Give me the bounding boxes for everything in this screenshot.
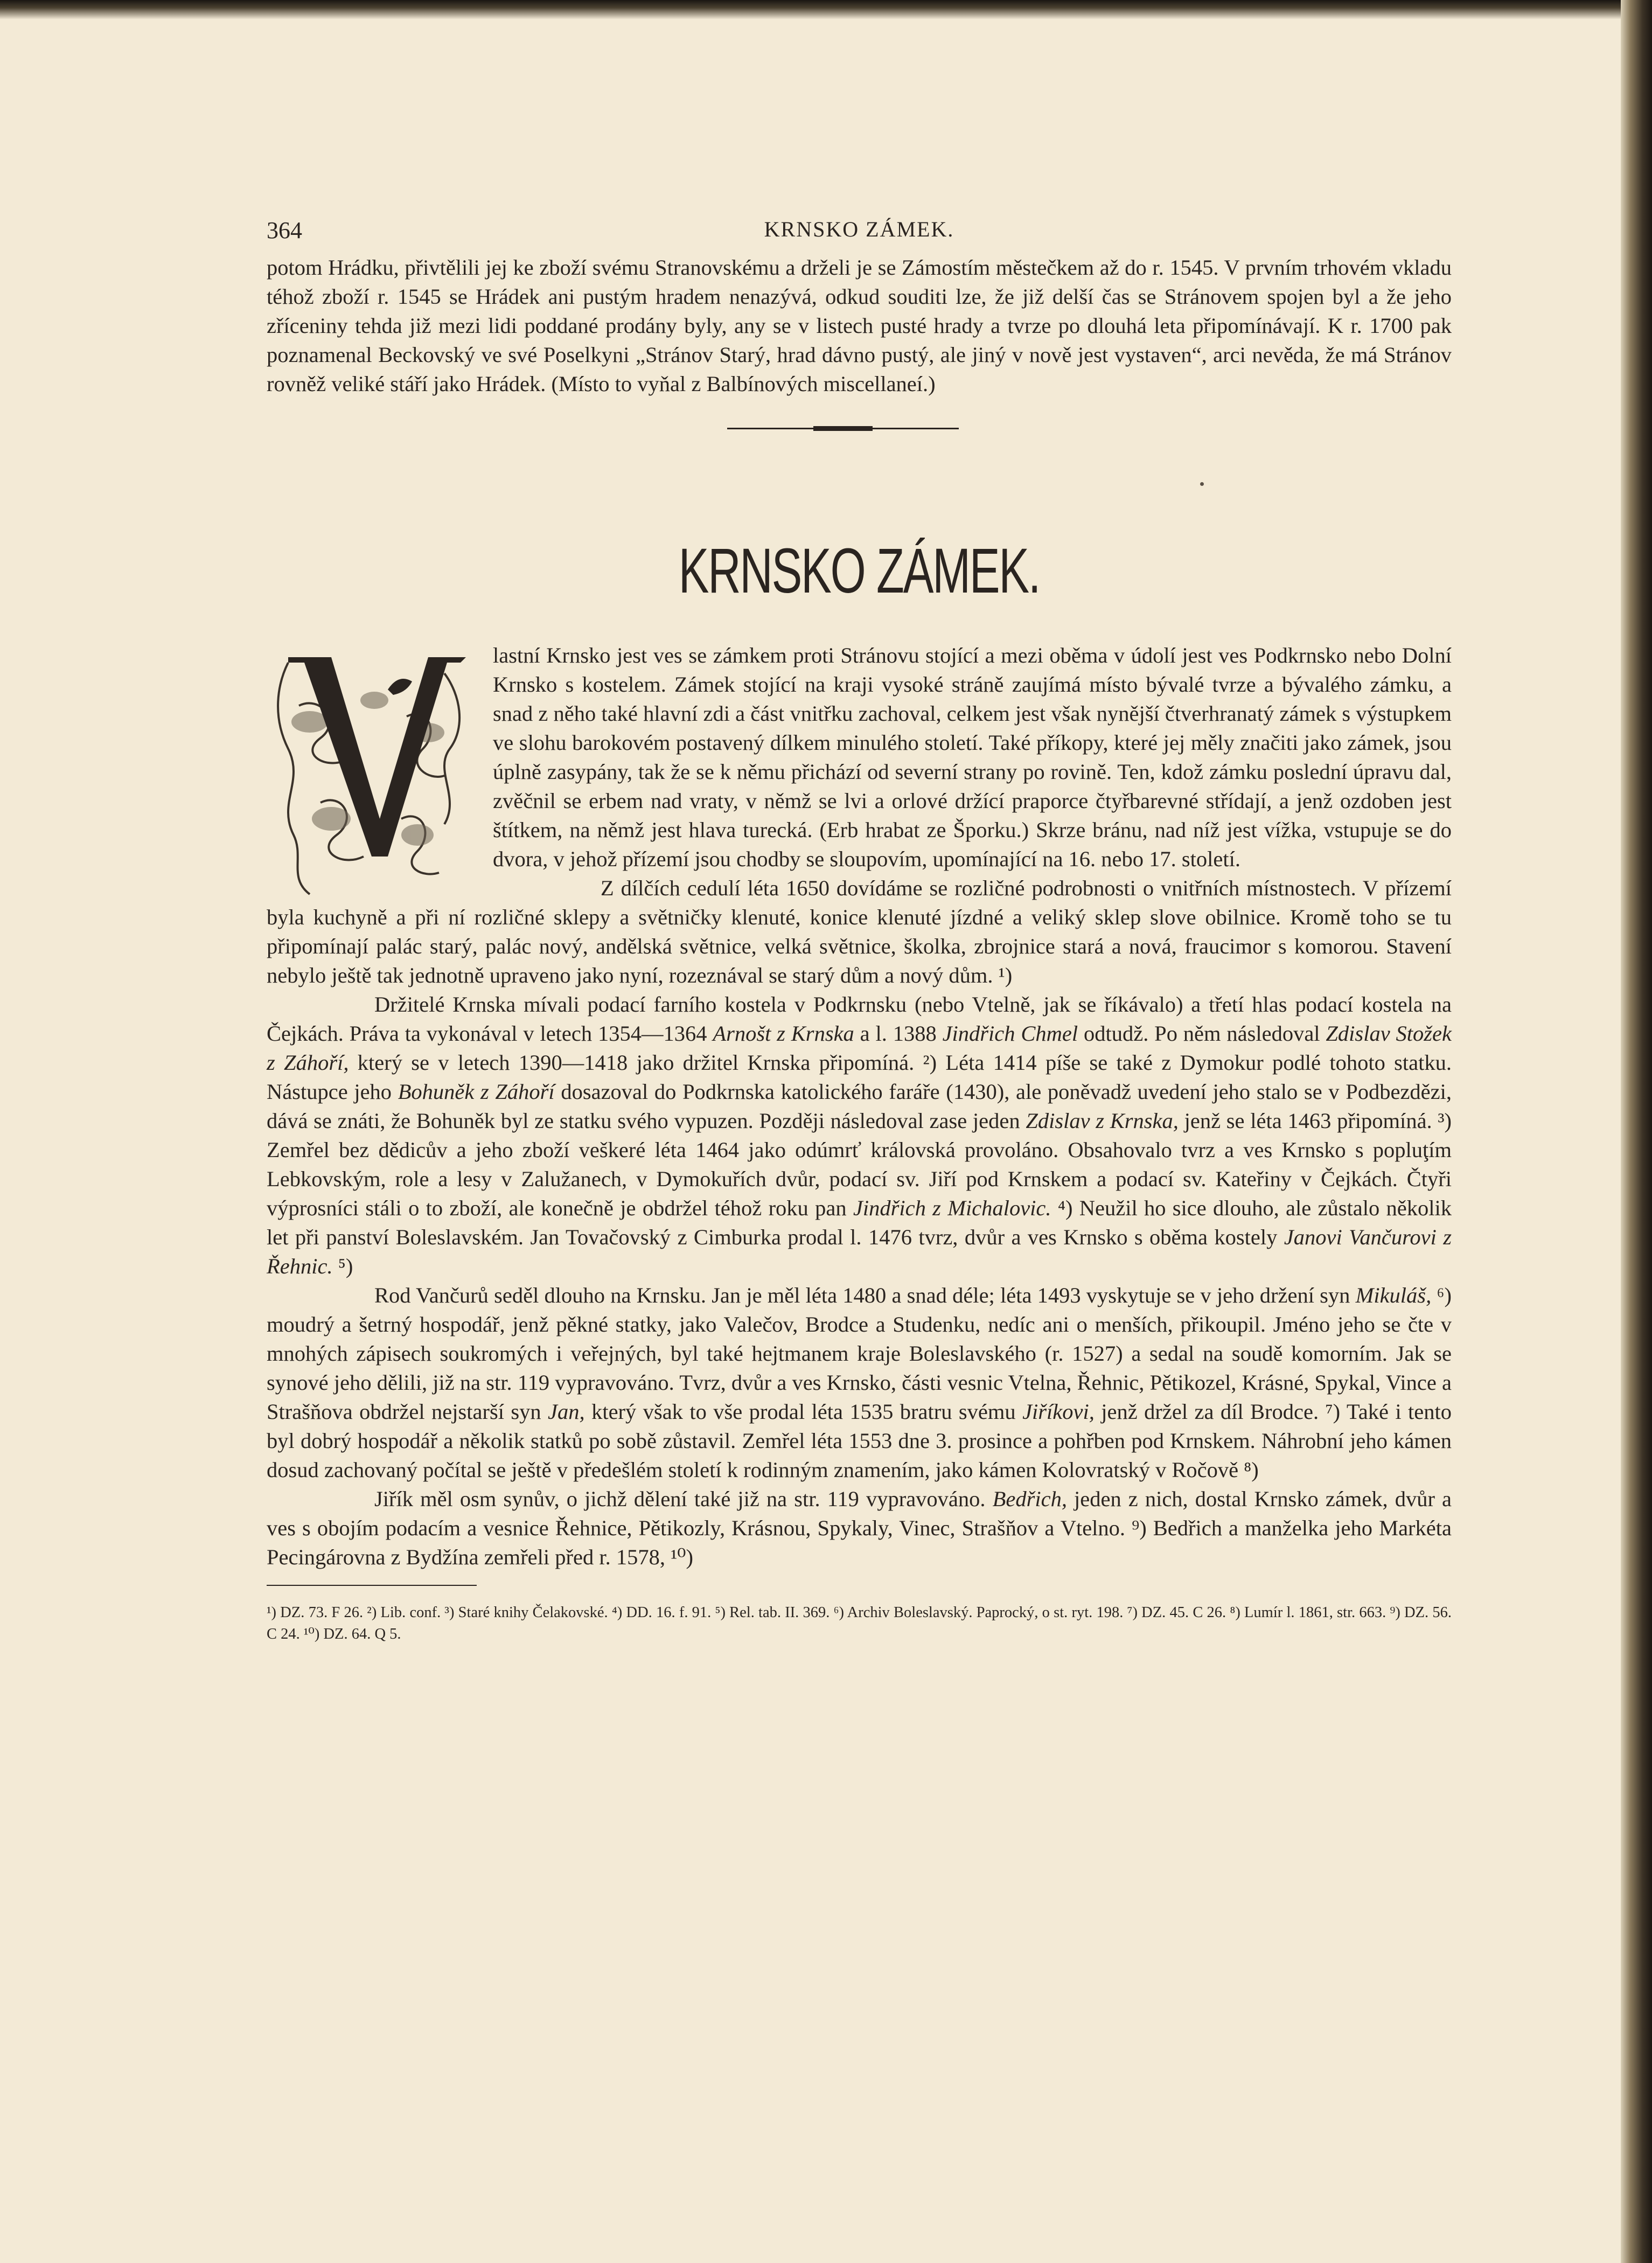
drop-cap-v-icon bbox=[267, 641, 482, 900]
chapter-body bbox=[267, 641, 1452, 1572]
ornamental-drop-cap bbox=[267, 641, 482, 900]
paragraph-2: Z dílčích cedulí léta 1650 dovídáme se rozličné podrobnosti o vnitřních místnostech. V přízemí byla kuchyně a při ní rozličné sklepy a světničky klenuté, konice klenuté jízdné a veliký sklep slove obilnice. Kromě toho se tu připomínají palác starý, palác nový, andělská světnice, velká světnice, školka, zbrojnice stará a nová, fraucimor s komorou. Stavení nebylo ještě tak jednotně upraveno jako nyní, rozeznával se starý dům a nový dům. ¹) bbox=[267, 876, 1452, 987]
running-head bbox=[267, 205, 1452, 253]
running-title: KRNSKO ZÁMEK. bbox=[764, 217, 954, 241]
footnote-rule bbox=[267, 1585, 477, 1586]
footnotes: ¹) DZ. 73. F 26. ²) Lib. conf. ³) Staré knihy Čelakovské. ⁴) DD. 16. f. 91. ⁵) Rel. tab. II. 369. ⁶) Archiv Boleslavský. Paprocký, o st. ryt. 198. ⁷) DZ. 45. C 26. ⁸) Lumír l. 1861, str. 663. ⁹) DZ. 56. C 24. ¹⁰) DZ. 64. Q 5. bbox=[267, 1604, 1452, 1642]
top-edge-shadow bbox=[0, 0, 1652, 19]
paragraph-1: lastní Krnsko jest ves se zámkem proti Stránovu stojící a mezi oběma v údolí jest ves Podkrnsko nebo Dolní Krnsko s kostelem. Zámek stojící na kraji vysoké stráně zaujímá místo bývalé tvrze a bývalého zámku, a snad z něho také hlavní zdi a část vnitřku zachoval, celkem jest však nynější čtverhranatý zámek s výstupkem ve slohu barokovém postavený dílkem minulého století. Také příkopy, které jej měly značiti jako zámek, jsou úplně zasypány, tak že se k němu přichází od severní strany po rovině. Ten, kdož zámku poslední úpravu dal, zvěčnil se erbem nad vraty, v němž se lvi a orlové držící praporce čtyřbarevné střídají, a jenž ozdoben jest štítkem, na němž jest hlava turecká. (Erb hrabat ze Šporku.) Skrze bránu, nad níž jest vížka, vstupuje se do dvora, v jehož přízemí jsou chodby se sloupovím, upomínající na 16. nebo 17. století. bbox=[493, 643, 1452, 871]
intro-section bbox=[267, 253, 1452, 399]
paragraph-5: Jiřík měl osm synův, o jichž dělení také již na str. 119 vypravováno. Bedřich, jeden z nich, dostal Krnsko zámek, dvůr a ves s obojím podacím a vesnice Řehnice, Pětikozly, Krásnou, Spykaly, Vinec, Strašňov a Vtelno. ⁹) Bedřich a manželka jeho Markéta Pecingárovna z Bydžína zemřeli před r. 1578, ¹⁰) bbox=[267, 1487, 1452, 1569]
paragraph-3: Držitelé Krnska mívali podací farního kostela v Podkrnsku (nebo Vtelně, jak se říkávalo) a třetí hlas podací kostela na Čejkách. Práva ta vykonával v letech 1354—1364 Arnošt z Krnska a l. 1388 Jindřich Chmel odtudž. Po něm následoval Zdislav Stožek z Záhoří, který se v letech 1390—1418 jako držitel Krnska připomíná. ²) Léta 1414 píše se také z Dymokur podlé tohoto statku. Nástupce jeho Bohuněk z Záhoří dosazoval do Podkrnska katolického faráře (1430), ale poněvadž uvedení jeho stalo se v Podbezdězi, dává se znáti, že Bohuněk byl ze statku svého vypuzen. Později následoval zase jeden Zdislav z Krnska, jenž se léta 1463 připomíná. ³) Zemřel bez dědicův a jeho zboží veškeré léta 1464 jako odúmrť královská provoláno. Obsahovalo tvrz a ves Krnsko s popluţím Lebkovským, role a lesy v Zalužanech, v Dymokuřích dvůr, podací sv. Jiří pod Krnskem a podací sv. Kateřiny v Čejkách. Čtyři výprosníci stáli o to zboží, ale konečně je obdržel téhož roku pan Jindřich z Michalovic. ⁴) Neužil ho sice dlouho, ale zůstalo několik let při panství Boleslavském. Jan Tovačovský z Cimburka prodal l. 1476 tvrz, dvůr a ves Krnsko s oběma kostely Janovi Vančurovi z Řehnic. ⁵) bbox=[267, 992, 1452, 1278]
paragraph-4: Rod Vančurů seděl dlouho na Krnsku. Jan je měl léta 1480 a snad déle; léta 1493 vyskytuje se v jeho držení syn Mikuláš, ⁶) moudrý a šetrný hospodář, jenž pěkné statky, jako Valečov, Brodce a Studenku, nedíc ani o menších, přikoupil. Jméno jeho se čte v mnohých zápisech soukromých i veřejných, byl také hejtmanem kraje Boleslavského (r. 1527) a sedal na soudě komorním. Jak se synové jeho dělili, již na str. 119 vypravováno. Tvrz, dvůr a ves Krnsko, části vesnic Vtelna, Řehnic, Pětikozel, Krásné, Spykal, Vince a Strašňova obdržel nejstarší syn Jan, který však to vše prodal léta 1535 bratru svému Jiříkovi, jenž držel za díl Brodce. ⁷) Také i tento byl dobrý hospodář a několik statků po sobě zůstavil. Zemřel léta 1553 dne 3. prosince a pohřben pod Krnskem. Náhrobní jeho kámen dosud zachovaný počítal se ještě v předešlém století k rodinným znamením, jako kámen Kolovratský v Ročově ⁸) bbox=[267, 1283, 1452, 1482]
book-spine-edge bbox=[1621, 0, 1652, 2263]
chapter-title: KRNSKO ZÁMEK. bbox=[678, 535, 1040, 607]
page-number: 364 bbox=[267, 217, 302, 243]
page-content bbox=[267, 205, 1452, 1645]
intro-paragraph: potom Hrádku, přivtělili jej ke zboží svému Stranovskému a drželi je se Zámostím městečkem až do r. 1545. V prvním trhovém vkladu téhož zboží r. 1545 se Hrádek ani pustým hradem nenazývá, odkud souditi lze, že již delší čas se Stránovem spojen byl a že jeho zříceniny tehda již mezi lidi poddané prodány byly, any se v listech pusté hrady a tvrze po dlouhá leta připomínávají. K r. 1700 pak poznamenal Beckovský ve své Poselkyni „Stránov Starý, hrad dávno pustý, ale jiný v nově jest vystaven“, arci nevěda, že má Stránov rovněž veliké stáří jako Hrádek. (Místo to vyňal z Balbínových miscellaneí.) bbox=[267, 255, 1452, 396]
section-divider bbox=[267, 399, 1452, 452]
